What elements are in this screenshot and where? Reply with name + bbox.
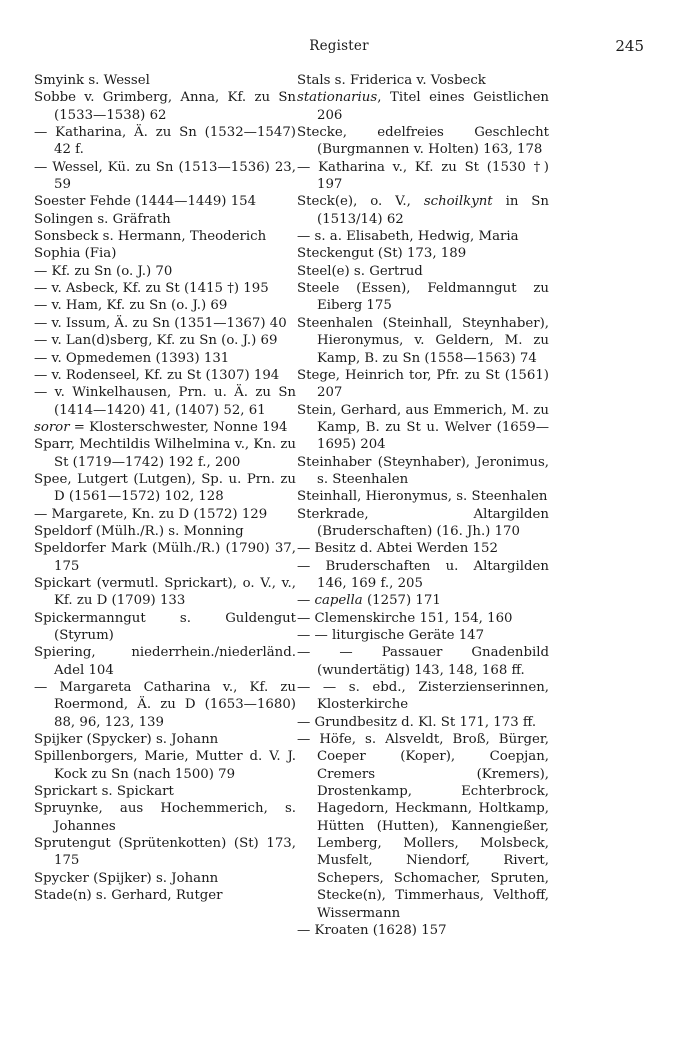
index-entry: Steckengut (St) 173, 189 (297, 246, 467, 262)
index-entry: Sonsbeck s. Hermann, Theoderich (34, 229, 267, 245)
index-entry: Stein, Gerhard, aus Emmerich, M. zu Kamp, B. zu St u. Welver (1659—1695) 204 (297, 402, 549, 453)
index-entry: Spillenborgers, Marie, Mutter d. V. J. Kock zu Sn (nach 1500) 79 (34, 749, 296, 782)
index-entry: Steenhalen (Steinhall, Steynhaber), Hieronymus, v. Geldern, M. zu Kamp, B. zu Sn (1558—1563) 74 (297, 315, 549, 366)
index-entry: — Grundbesitz d. Kl. St 171, 173 ff. (297, 714, 537, 730)
index-entry: Stade(n) s. Gerhard, Rutger (34, 888, 223, 904)
index-entry: Speldorfer Mark (Mülh./R.) (1790) 37, 175 (34, 541, 296, 574)
index-entry: Spycker (Spijker) s. Johann (34, 870, 219, 886)
index-entry: Steinhaber (Steynhaber), Jeronimus, s. Steenhalen (297, 454, 549, 487)
index-entry: — v. Ham, Kf. zu Sn (o. J.) 69 (34, 298, 228, 314)
index-entry: — Kroaten (1628) 157 (297, 922, 447, 938)
index-entry: — v. Winkelhausen, Prn. u. Ä. zu Sn (1414—1420) 41, (1407) 52, 61 (34, 385, 296, 418)
index-entry: — v. Opmedemen (1393) 131 (34, 350, 230, 366)
index-entry: Sterkrade, Altargilden (Bruderschaften) (16. Jh.) 170 (297, 506, 549, 539)
index-entry: Soester Fehde (1444—1449) 154 (34, 194, 257, 210)
index-entry: Stecke, edelfreies Geschlecht (Burgmannen v. Holten) 163, 178 (297, 125, 549, 158)
index-entry: — — liturgische Geräte 147 (297, 628, 485, 643)
running-title: Register (309, 38, 369, 54)
index-entry: Sobbe v. Grimberg, Anna, Kf. zu Sn (1533—1538) 62 (34, 90, 296, 123)
index-entry: — Katharina, Ä. zu Sn (1532—1547) 42 f. (34, 125, 296, 158)
index-entry: Steinhall, Hieronymus, s. Steenhalen (297, 489, 548, 505)
index-entry: — Besitz d. Abtei Werden 152 (297, 541, 498, 557)
index-entry: — Clemenskirche 151, 154, 160 (297, 610, 513, 626)
index-entry: Spiering, niederrhein./niederländ. Adel 104 (34, 645, 296, 678)
index-entry: stationarius, Titel eines Geistlichen 206 (297, 90, 549, 123)
index-entry: Sophia (Fia) (34, 246, 117, 262)
index-entry: Spijker (Spycker) s. Johann (34, 732, 219, 748)
index-entry: Stege, Heinrich tor, Pfr. zu St (1561) 207 (297, 367, 549, 401)
index-entry: Speldorf (Mülh./R.) s. Monning (34, 523, 244, 539)
index-entry: — Margareta Catharina v., Kf. zu Roermond, Ä. zu D (1653—1680) 88, 96, 123, 139 (34, 680, 296, 730)
index-entry: Spruynke, aus Hochemmerich, s. Johannes (34, 801, 296, 834)
index-entry: Stals s. Friderica v. Vosbeck (297, 73, 486, 88)
index-entry: — v. Lan(d)sberg, Kf. zu Sn (o. J.) 69 (34, 333, 278, 349)
index-entry: Smyink s. Wessel (34, 73, 150, 88)
index-entry: — s. a. Elisabeth, Hedwig, Maria (297, 229, 519, 245)
index-entry: Steele (Essen), Feldmanngut zu Eiberg 175 (297, 281, 549, 314)
index-entry: Sprutengut (Sprütenkotten) (St) 173, 175 (34, 836, 296, 869)
index-entry: Spickart (vermutl. Sprickart), o. V., v., Kf. zu D (1709) 133 (34, 575, 296, 609)
index-entry: — v. Rodenseel, Kf. zu St (1307) 194 (34, 367, 280, 383)
index-entry: Spee, Lutgert (Lutgen), Sp. u. Prn. zu D (1561—1572) 102, 128 (34, 471, 296, 505)
index-entry: Sprickart s. Spickart (34, 784, 174, 800)
index-entry: Spickermanngut s. Guldengut (Styrum) (34, 610, 296, 643)
index-entry: Steck(e), o. V., schoilkynt in Sn (1513/14) 62 (297, 194, 549, 227)
index-entry: — Bruderschaften u. Altargilden 146, 169 f., 205 (297, 558, 549, 591)
page-number: 245 (615, 37, 644, 55)
index-column-right (297, 72, 549, 939)
index-entry: Sparr, Mechtildis Wilhelmina v., Kn. zu St (1719—1742) 192 f., 200 (34, 437, 296, 470)
index-entry: — — s. ebd., Zisterzienserinnen, Klosterkirche (297, 680, 549, 713)
index-entry: — Kf. zu Sn (o. J.) 70 (34, 263, 173, 279)
index-entry: — Katharina v., Kf. zu St (1530 †) 197 (297, 159, 549, 193)
index-entry: — v. Asbeck, Kf. zu St (1415 †) 195 (34, 281, 269, 297)
index-entry: — — Passauer Gnadenbild (wundertätig) 143, 148, 168 ff. (297, 645, 549, 678)
index-entry: — Höfe, s. Alsveldt, Broß, Bürger, Coeper (Koper), Coepjan, Cremers (Kremers), Drostenkamp, Echterbrock, Hagedorn, Heckmann, Holtkamp, Hütten (Hutten), Kannengießer, Lemberg, Mollers, Molsbeck, Musfelt, Niendorf, Rivert, Schepers, Schomacher, Spruten, Stecke(n), Timmerhaus, Velthoff, Wissermann (297, 732, 549, 921)
index-entry: — v. Issum, Ä. zu Sn (1351—1367) 40 (34, 315, 287, 331)
index-entry: soror = Klosterschwester, Nonne 194 (34, 419, 288, 435)
index-entry: Solingen s. Gräfrath (34, 211, 171, 227)
index-column-left (34, 72, 296, 905)
index-entry: — Margarete, Kn. zu D (1572) 129 (34, 506, 268, 522)
index-entry: — Wessel, Kü. zu Sn (1513—1536) 23, 59 (34, 159, 296, 193)
index-entry: Steel(e) s. Gertrud (297, 263, 423, 279)
page-header (34, 38, 644, 60)
index-entry: — capella (1257) 171 (297, 593, 441, 609)
